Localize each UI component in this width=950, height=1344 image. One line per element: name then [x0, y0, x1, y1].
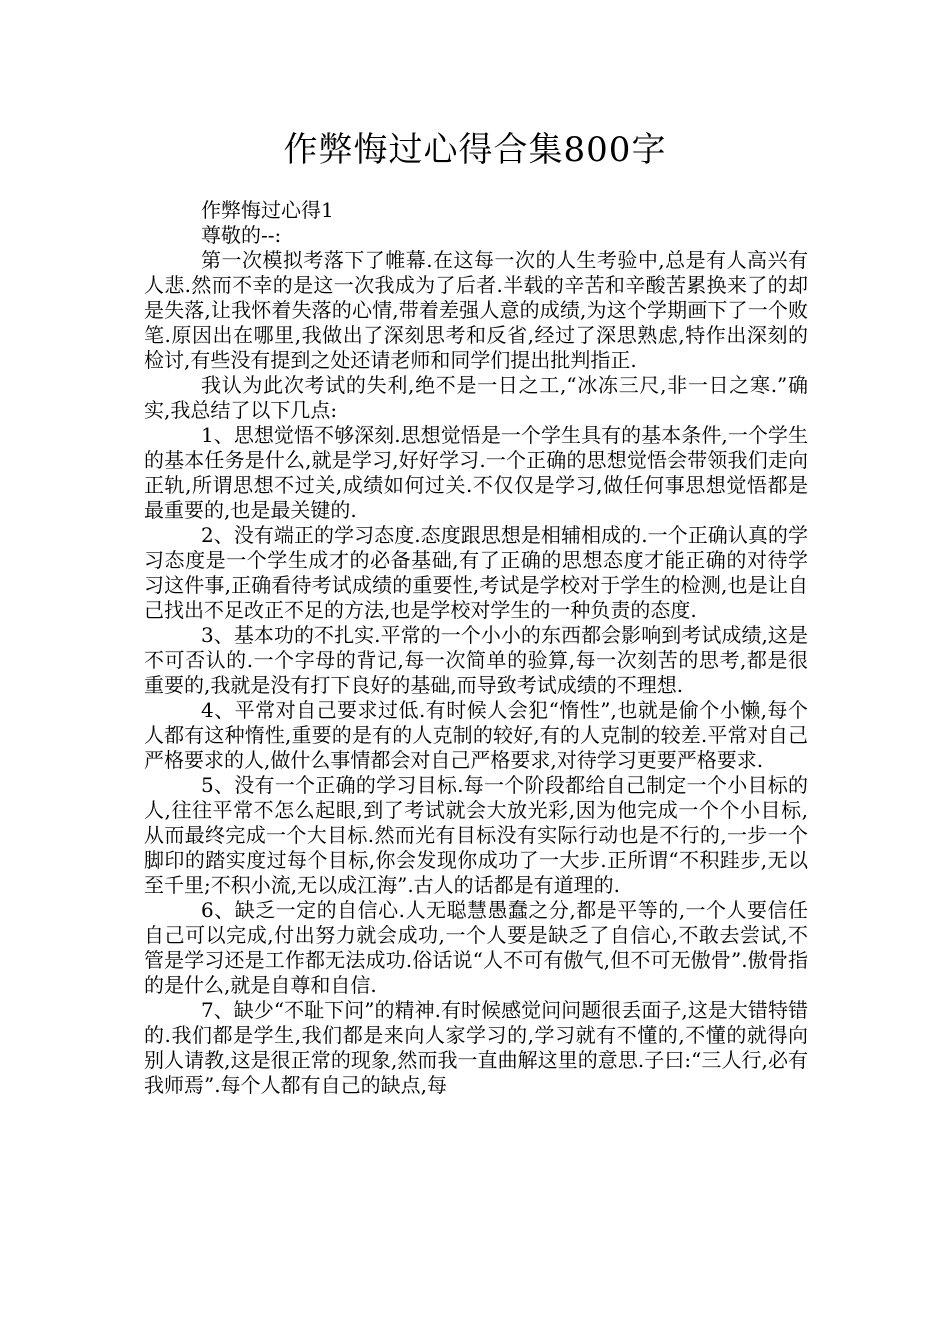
- paragraph-intro: 第一次模拟考落下了帷幕.在这每一次的人生考验中,总是有人高兴有人悲.然而不幸的是这一次我成为了后者.半载的辛苦和辛酸苦累换来了的却是失落,让我怀着失落的心情,带着差强人意的成绩,为这个学期画下了一个败笔.原因出在哪里,我做出了深刻思考和反省,经过了深思熟虑,特作出深刻的检讨,有些没有提到之处还请老师和同学们提出批判指正.: [144, 248, 808, 372]
- document-title: 作弊悔过心得合集800字: [283, 130, 667, 170]
- paragraph-point-2: 2、没有端正的学习态度.态度跟思想是相辅相成的.一个正确认真的学习态度是一个学生成才的必备基础,有了正确的思想态度才能正确的对待学习这件事,正确看待考试成绩的重要性,考试是学校对于学生的检测,也是让自己找出不足改正不足的方法,也是学校对学生的一种负责的态度.: [144, 523, 808, 622]
- paragraph-summary: 我认为此次考试的失利,绝不是一日之工,“冰冻三尺,非一日之寒.”确实,我总结了以下几点:: [144, 373, 808, 422]
- paragraph-point-4: 4、平常对自己要求过低.有时候人会犯“惰性”,也就是偷个小懒,每个人都有这种惰性,重要的是有的人克制的较好,有的人克制的较差.平常对自己严格要求的人,做什么事情都会对自己严格要求,对待学习更要严格要求.: [144, 698, 808, 772]
- paragraph-point-5: 5、没有一个正确的学习目标.每一个阶段都给自己制定一个小目标的人,往往平常不怎么起眼,到了考试就会大放光彩,因为他完成一个个小目标,从而最终完成一个大目标.然而光有目标没有实际行动也是不行的,一步一个脚印的踏实度过每个目标,你会发现你成功了一大步.正所谓“不积跬步,无以至千里;不积小流,无以成江海”.古人的话都是有道理的.: [144, 773, 808, 897]
- paragraph-point-3: 3、基本功的不扎实.平常的一个小小的东西都会影响到考试成绩,这是不可否认的.一个字母的背记,每一次简单的验算,每一次刻苦的思考,都是很重要的,我就是没有打下良好的基础,而导致考试成绩的不理想.: [144, 623, 808, 697]
- paragraph-point-6: 6、缺乏一定的自信心.人无聪慧愚蠢之分,都是平等的,一个人要信任自己可以完成,付出努力就会成功,一个人要是缺乏了自信心,不敢去尝试,不管是学习还是工作都无法成功.俗话说“人不可有傲气,但不可无傲骨”.傲骨指的是什么,就是自尊和自信.: [144, 898, 808, 997]
- salutation: 尊敬的--:: [201, 223, 282, 247]
- section-heading: 作弊悔过心得1: [201, 198, 334, 222]
- document-body: [144, 198, 808, 1098]
- paragraph-point-1: 1、思想觉悟不够深刻.思想觉悟是一个学生具有的基本条件,一个学生的基本任务是什么,就是学习,好好学习.一个正确的思想觉悟会带领我们走向正轨,所谓思想不过关,成绩如何过关.不仅仅是学习,做任何事思想觉悟都是最重要的,也是最关键的.: [144, 423, 808, 522]
- paragraph-point-7: 7、缺少“不耻下问”的精神.有时候感觉问问题很丢面子,这是大错特错的.我们都是学生,我们都是来向人家学习的,学习就有不懂的,不懂的就得向别人请教,这是很正常的现象,然而我一直曲解这里的意思.子曰:“三人行,必有我师焉”.每个人都有自己的缺点,每: [144, 998, 808, 1097]
